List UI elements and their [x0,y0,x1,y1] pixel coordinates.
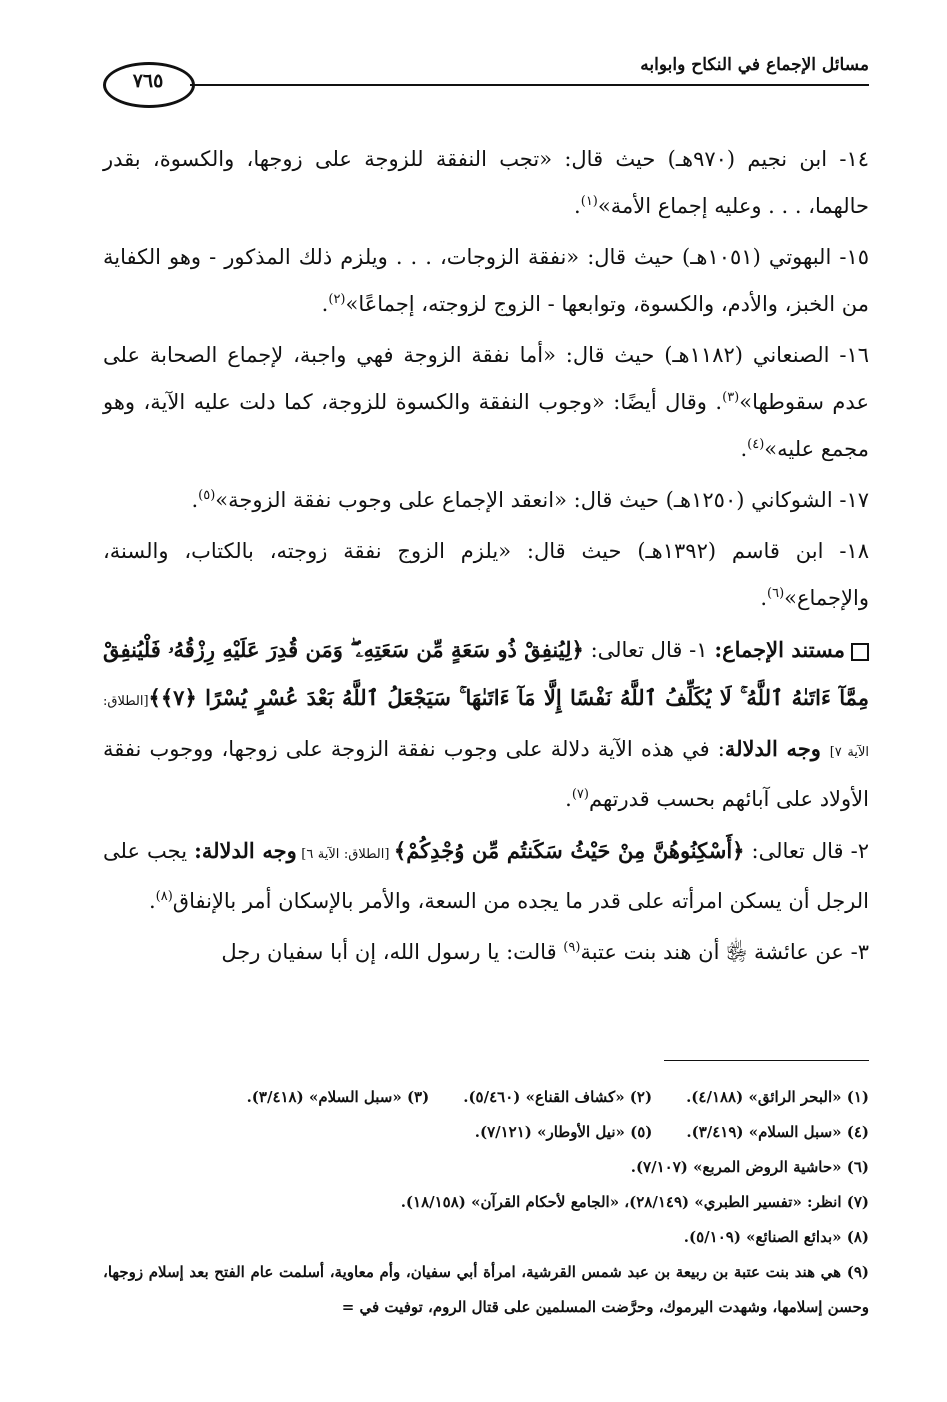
paragraph-16-end: . [740,437,748,461]
running-header-title: مسائل الإجماع في النكاح وابوابه [640,55,869,75]
footnote-3: (٣) «سبل السلام» (٣/٤١٨). [246,1088,430,1106]
evidence-3-text-b: قالت: يا رسول الله، إن أبا سفيان رجل [221,940,564,964]
indication-heading-2: وجه الدلالة: [194,838,297,863]
header-rule [190,84,869,86]
footnote-7: (٧) انظر: «تفسير الطبري» (٢٨/١٤٩)، «الجامع لأحكام القرآن» (١٨/١٥٨). [400,1193,869,1211]
footnote-ref-2: (٢) [328,292,346,307]
evidence-3-text-a: ٣- عن عائشة ﵂ أن هند بنت عتبة [580,940,869,964]
footnote-row-2 [103,1115,869,1150]
footnote-ref-1: (١) [580,194,598,209]
evidence-heading: مستند الإجماع: [714,637,846,662]
footnote-row-4 [103,1185,869,1220]
evidence-2 [103,827,869,925]
paragraph-17 [103,477,869,524]
main-text [103,136,869,976]
indication-2-text: يجب على الرجل أن يسكن امرأته على قدر ما يجده من السعة، والأمر بالإسكان أمر بالإنفاق [103,839,869,913]
evidence-2-intro: ٢- قال تعالى: [744,839,869,863]
paragraph-15-text: ١٥- البهوتي (١٠٥١هـ) حيث قال: «نفقة الزوجات، . . . ويلزم ذلك المذكور - وهو الكفاية من الخبز، والأدم، والكسوة، وتوابعها - الزوج لزوجته، إجماعًا» [103,245,869,316]
paragraph-17-end: . [191,488,199,512]
footnote-ref-5: (٥) [198,488,216,503]
verse-2-reference: [الطلاق: الآية ٦] [296,847,394,862]
footnote-row-1 [103,1080,869,1115]
footnote-ref-6: (٦) [767,586,785,601]
footnotes [103,1080,869,1325]
paragraph-17-text: ١٧- الشوكاني (١٢٥٠هـ) حيث قال: «انعقد الإجماع على وجوب نفقة الزوجة» [215,488,869,512]
footnote-6: (٦) «حاشية الروض المربع» (٧/١٠٧). [630,1158,869,1176]
indication-1-end: . [565,787,572,811]
evidence-3 [103,929,869,976]
footnote-8: (٨) «بدائع الصنائع» (٥/١٠٩). [683,1228,869,1246]
quran-verse-1: ﴿لِيُنفِقْ ذُو سَعَةٍ مِّن سَعَتِهِۦ ۖ وَمَن قُدِرَ عَلَيْهِ رِزْقُهُۥ فَلْيُنفِقْ مِمَّآ ءَاتَىٰهُ ٱللَّهُ ۚ لَا يُكَلِّفُ ٱللَّهُ نَفْسًا إِلَّا مَآ ءَاتَىٰهَا ۚ سَيَجْعَلُ ٱللَّهُ بَعْدَ عُسْرٍ يُسْرًا ﴿٧﴾﴾ [103,637,869,710]
paragraph-18-text: ١٨- ابن قاسم (١٣٩٢هـ) حيث قال: «يلزم الزوج نفقة زوجته، بالكتاب، والسنة، والإجماع» [103,539,869,610]
paragraph-16 [103,332,869,473]
footnote-ref-9: (٩) [563,940,581,955]
evidence-intro: ١- قال تعالى: [583,638,715,662]
verse-1-reference: [الطلاق: الآية ٧] [103,694,869,760]
footnote-ref-7: (٧) [571,787,589,802]
footnote-9: (٩) هي هند بنت عتبة بن ربيعة بن عبد شمس القرشية، امرأة أبي سفيان، وأم معاوية، أسلمت عام الفتح بعد إسلام زوجها، وحسن إسلامها، وشهدت اليرموك، وحرَّضت المسلمين على قتال الروم، توفيت في = [103,1263,869,1316]
footnote-rule [664,1060,869,1061]
paragraph-14-text: ١٤- ابن نجيم (٩٧٠هـ) حيث قال: «تجب النفقة للزوجة على زوجها، والكسوة، بقدر حالهما، . . . وعليه إجماع الأمة» [103,147,869,218]
footnote-2: (٢) «كشاف القناع» (٥/٤٦٠). [463,1088,653,1106]
footnote-ref-3: (٣) [722,390,740,405]
paragraph-16-text-b: . وقال أيضًا: «وجوب النفقة والكسوة للزوجة، كما دلت عليه الآية، وهو مجمع عليه» [103,390,869,461]
footnote-row-5 [103,1220,869,1255]
indication-2-end: . [148,889,156,913]
footnote-1: (١) «البحر الرائق» (٤/١٨٨). [686,1088,869,1106]
footnote-ref-8: (٨) [155,889,173,904]
footnote-4: (٤) «سبل السلام» (٣/٤١٩). [686,1123,869,1141]
evidence-section [103,626,869,823]
footnote-row-3 [103,1150,869,1185]
quran-verse-2: ﴿أَسْكِنُوهُنَّ مِنْ حَيْثُ سَكَنتُم مِّن وُجْدِكُمْ﴾ [393,838,745,863]
paragraph-15 [103,234,869,328]
paragraph-18 [103,528,869,622]
indication-heading-1: وجه الدلالة [724,736,830,761]
square-bullet-icon [851,643,869,661]
paragraph-14-end: . [574,194,581,218]
paragraph-15-end: . [321,292,329,316]
paragraph-18-end: . [760,586,767,610]
footnote-5: (٥) «نيل الأوطار» (٧/١٢١). [474,1123,653,1141]
paragraph-14 [103,136,869,230]
paragraph-16-text-a: ١٦- الصنعاني (١١٨٢هـ) حيث قال: «أما نفقة الزوجة فهي واجبة، لإجماع الصحابة على عدم سقوطها» [103,343,869,414]
footnote-ref-4: (٤) [747,437,765,452]
indication-1-text: : في هذه الآية دلالة على وجوب نفقة الزوجة على زوجها، ووجوب نفقة الأولاد على آبائهم بحسب قدرتهم [103,737,869,811]
page-number: ٧٦٥ [132,70,164,92]
